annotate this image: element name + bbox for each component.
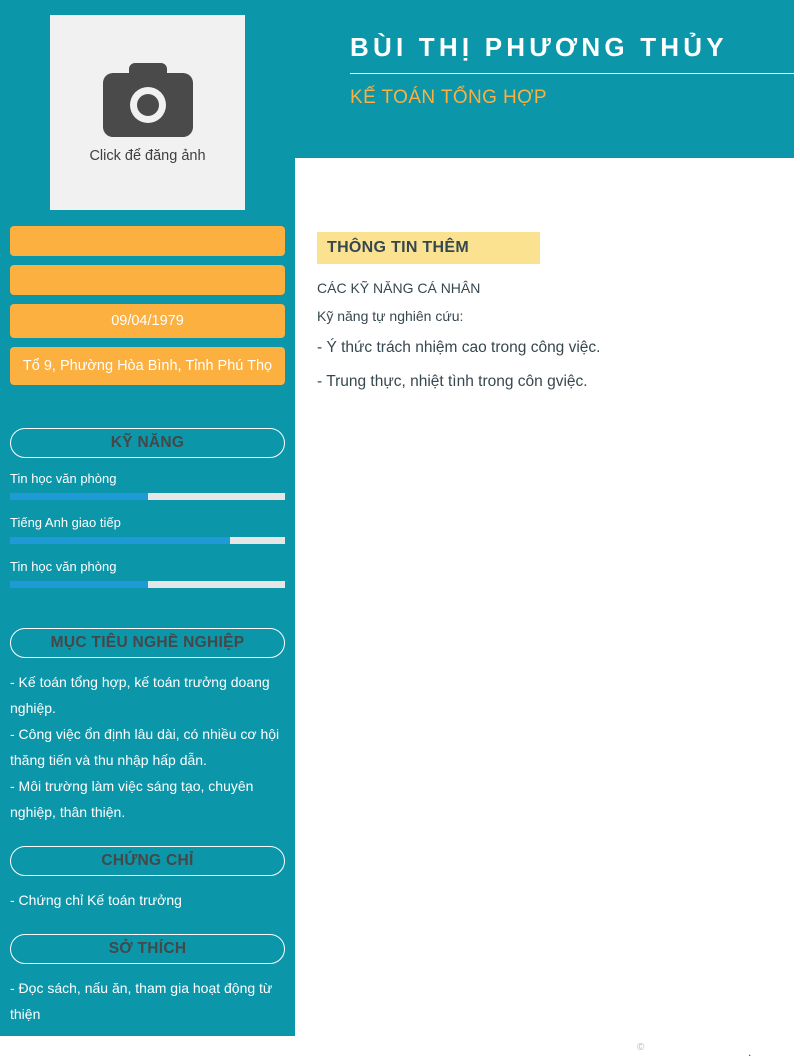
info-field-address[interactable]: Tổ 9, Phường Hòa Bình, Tỉnh Phú Thọ: [10, 347, 285, 385]
photo-upload-caption: Click để đăng ảnh: [89, 147, 206, 164]
header-text-block: [350, 30, 794, 110]
camera-icon: [101, 61, 195, 137]
skill-bar-fill: [10, 581, 148, 588]
objective-line: - Môi trường làm việc sáng tạo, chuyên nghiệp, thân thiện.: [10, 778, 254, 820]
additional-info-line: - Ý thức trách nhiệm cao trong công việc.: [317, 339, 601, 356]
section-title-certificates: CHỨNG CHỈ: [10, 846, 285, 876]
info-field-2[interactable]: [10, 265, 285, 295]
sidebar: [0, 0, 295, 1036]
objective-line: - Công việc ổn định lâu dài, có nhiều cơ hội thăng tiến và thu nhập hấp dẫn.: [10, 726, 280, 768]
certificate-line: - Chứng chỉ Kế toán trưởng: [10, 892, 182, 908]
photo-upload-box[interactable]: [50, 15, 245, 210]
personal-info-fields: [10, 226, 285, 394]
section-title-skills: KỸ NĂNG: [10, 428, 285, 458]
skill-label: Tin học văn phòng: [10, 471, 117, 486]
skill-bar-fill: [10, 537, 230, 544]
section-certificates: [0, 846, 295, 913]
main-panel: [295, 158, 800, 1063]
section-title-objective: MỤC TIÊU NGHỀ NGHIỆP: [10, 628, 285, 658]
certificates-body: [0, 876, 295, 913]
skill-label: Tiếng Anh giao tiếp: [10, 515, 121, 530]
copyright-icon: ©: [637, 1042, 645, 1053]
additional-info-line: - Trung thực, nhiệt tình trong côn gviệc.: [317, 373, 588, 390]
section-career-objective: [0, 628, 295, 825]
skill-bar-track: [10, 581, 285, 588]
header-divider: [350, 73, 794, 74]
skill-bar-track: [10, 493, 285, 500]
skill-row: [10, 514, 285, 544]
skill-list: [0, 458, 295, 588]
section-title-additional-info: THÔNG TIN THÊM: [317, 232, 540, 264]
skill-label: Tin học văn phòng: [10, 559, 117, 574]
additional-info-body: [317, 276, 800, 397]
skill-bar-track: [10, 537, 285, 544]
skill-bar-fill: [10, 493, 148, 500]
info-field-1[interactable]: [10, 226, 285, 256]
footer-dot: .: [748, 1045, 752, 1059]
page-title: BÙI THỊ PHƯƠNG THỦY: [350, 32, 728, 62]
info-field-birthdate[interactable]: 09/04/1979: [10, 304, 285, 338]
section-skills: [0, 428, 295, 602]
main-panel-inner: [295, 158, 800, 397]
section-hobbies: [0, 934, 295, 1027]
job-title: KẾ TOÁN TỔNG HỢP: [350, 87, 547, 108]
additional-info-line: CÁC KỸ NĂNG CÁ NHÂN: [317, 280, 481, 296]
skill-row: [10, 558, 285, 588]
hobby-line: - Đọc sách, nấu ăn, tham gia hoạt động từ thiện: [10, 980, 273, 1022]
section-title-hobbies: SỞ THÍCH: [10, 934, 285, 964]
additional-info-line: Kỹ năng tự nghiên cứu:: [317, 308, 464, 324]
objective-line: - Kế toán tổng hợp, kế toán trưởng doang nghiệp.: [10, 674, 270, 716]
skill-row: [10, 470, 285, 500]
objective-body: [0, 658, 295, 825]
hobbies-body: [0, 964, 295, 1027]
